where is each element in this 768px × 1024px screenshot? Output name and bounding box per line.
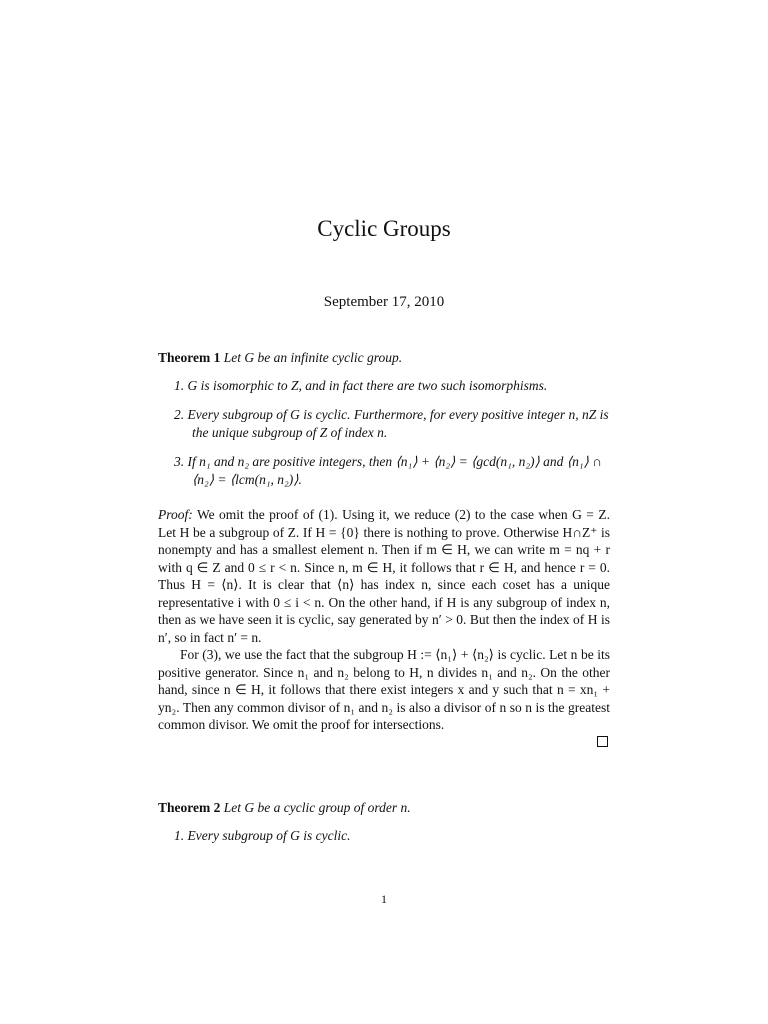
document-date: September 17, 2010 (323, 294, 445, 310)
theorem-1-statement-line (158, 349, 610, 367)
theorem-1-item-3: 3. If n₁ and n₂ are positive integers, then ⟨n₁⟩ + ⟨n₂⟩ = ⟨gcd(n₁, n₂)⟩ and ⟨n₁⟩ ∩ ⟨n₂⟩ = ⟨lcm(n₁, n₂)⟩. (174, 454, 602, 487)
theorem-2-statement: Let G be a cyclic group of order n. (223, 800, 411, 815)
theorem-2 (158, 799, 610, 856)
theorem-1-item-1: 1. G is isomorphic to Z, and in fact there are two such isomorphisms. (174, 377, 548, 393)
theorem-1-items (158, 377, 610, 489)
theorem-2-item-1: 1. Every subgroup of G is cyclic. (174, 827, 351, 843)
proof-block (158, 506, 610, 752)
theorem-2-heading: Theorem 2 (158, 800, 221, 815)
proof-label: Proof: (158, 507, 193, 522)
theorem-1-item-2: 2. Every subgroup of G is cyclic. Furthermore, for every positive integer n, nZ is the unique subgroup of Z of index n. (174, 407, 609, 440)
qed-row (158, 734, 610, 752)
proof-paragraph-1-text: We omit the proof of (1). Using it, we reduce (2) to the case when G = Z. Let H be a subgroup of Z. If H = {0} there is nothing to prove. Otherwise H∩Z⁺ is nonempty and has a smallest element n. Then if m ∈ H, we can write m = nq + r with q ∈ Z and 0 ≤ r < n. Since n, m ∈ H, it follows that r ∈ H, and hence r = 0. Thus H = ⟨n⟩. It is clear that ⟨n⟩ has index n, since each coset has a unique representative i with 0 ≤ i < n. On the other hand, if H is any subgroup of index n, then as we have seen it is cyclic, say generated by n′ > 0. But then the index of H is n′, so in fact n′ = n. (158, 507, 610, 645)
page-title: Cyclic Groups (317, 216, 451, 241)
qed-square-icon (597, 736, 608, 747)
theorem-1-statement: Let G be an infinite cyclic group. (223, 350, 403, 365)
theorem-1-heading: Theorem 1 (158, 350, 221, 365)
theorem-2-statement-line (158, 799, 610, 817)
proof-paragraph-1 (158, 506, 610, 646)
theorem-1 (158, 349, 610, 500)
proof-paragraph-2: For (3), we use the fact that the subgroup H := ⟨n₁⟩ + ⟨n₂⟩ is cyclic. Let n be its positive generator. Since n₁ and n₂ belong to H, n divides n₁ and n₂. On the other hand, since n ∈ H, it follows that there exist integers x and y such that n = xn₁ + yn₂. Then any common divisor of n₁ and n₂ is also a divisor of n so n is the greatest common divisor. We omit the proof for intersections. (158, 647, 610, 732)
theorem-2-items (158, 827, 610, 845)
page-number: 1 (381, 892, 387, 906)
